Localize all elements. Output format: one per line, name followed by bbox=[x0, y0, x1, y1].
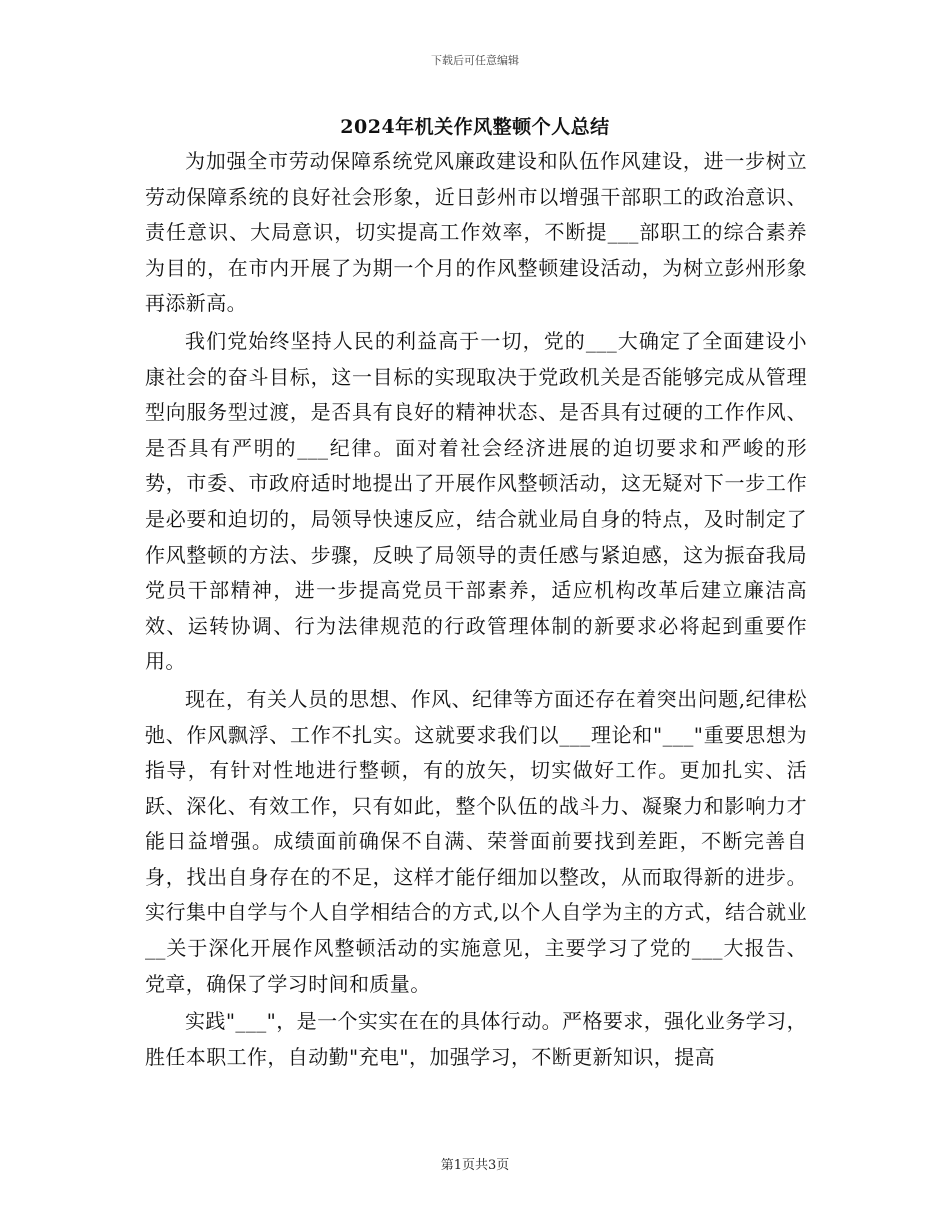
paragraph-3: 现在，有关人员的思想、作风、纪律等方面还存在着突出问题,纪律松弛、作风飘浮、工作不扎实。这就要求我们以___理论和"___"重要思想为指导，有针对性地进行整顿，有的放矢，切实做好工作。更加扎实、活跃、深化、有效工作，只有如此，整个队伍的战斗力、凝聚力和影响力才能日益增强。成绩面前确保不自满、荣誉面前要找到差距，不断完善自身，找出自身存在的不足，这样才能仔细加以整改，从而取得新的进步。实行集中自学与个人自学相结合的方式,以个人自学为主的方式，结合就业__关于深化开展作风整顿活动的实施意见，主要学习了党的___大报告、党章，确保了学习时间和质量。 bbox=[145, 686, 807, 996]
page-number: 第1页共3页 bbox=[440, 1158, 510, 1173]
document-body bbox=[145, 144, 807, 1077]
paragraph-4: 实践"___"，是一个实实在在的具体行动。严格要求，强化业务学习，胜任本职工作，自动勤"充电"，加强学习，不断更新知识，提高 bbox=[145, 1009, 807, 1069]
paragraph-2: 我们党始终坚持人民的利益高于一切，党的___大确定了全面建设小康社会的奋斗目标，这一目标的实现取决于党政机关是否能够完成从管理型向服务型过渡，是否具有良好的精神状态、是否具有过硬的工作作风、是否具有严明的___纪律。面对着社会经济进展的迫切要求和严峻的形势，市委、市政府适时地提出了开展作风整顿活动，这无疑对下一步工作是必要和迫切的，局领导快速反应，结合就业局自身的特点，及时制定了作风整顿的方法、步骤，反映了局领导的责任感与紧迫感，这为振奋我局党员干部精神，进一步提高党员干部素养，适应机构改革后建立廉洁高效、运转协调、行为法律规范的行政管理体制的新要求必将起到重要作用。 bbox=[145, 328, 807, 674]
document-title: 2024年机关作风整顿个人总结 bbox=[340, 116, 610, 138]
paragraph-1: 为加强全市劳动保障系统党风廉政建设和队伍作风建设，进一步树立劳动保障系统的良好社会形象，近日彭州市以增强干部职工的政治意识、责任意识、大局意识，切实提高工作效率，不断提___部职工的综合素养为目的，在市内开展了为期一个月的作风整顿建设活动，为树立彭州形象再添新高。 bbox=[145, 149, 807, 316]
page-header-note: 下载后可任意编辑 bbox=[431, 54, 519, 67]
